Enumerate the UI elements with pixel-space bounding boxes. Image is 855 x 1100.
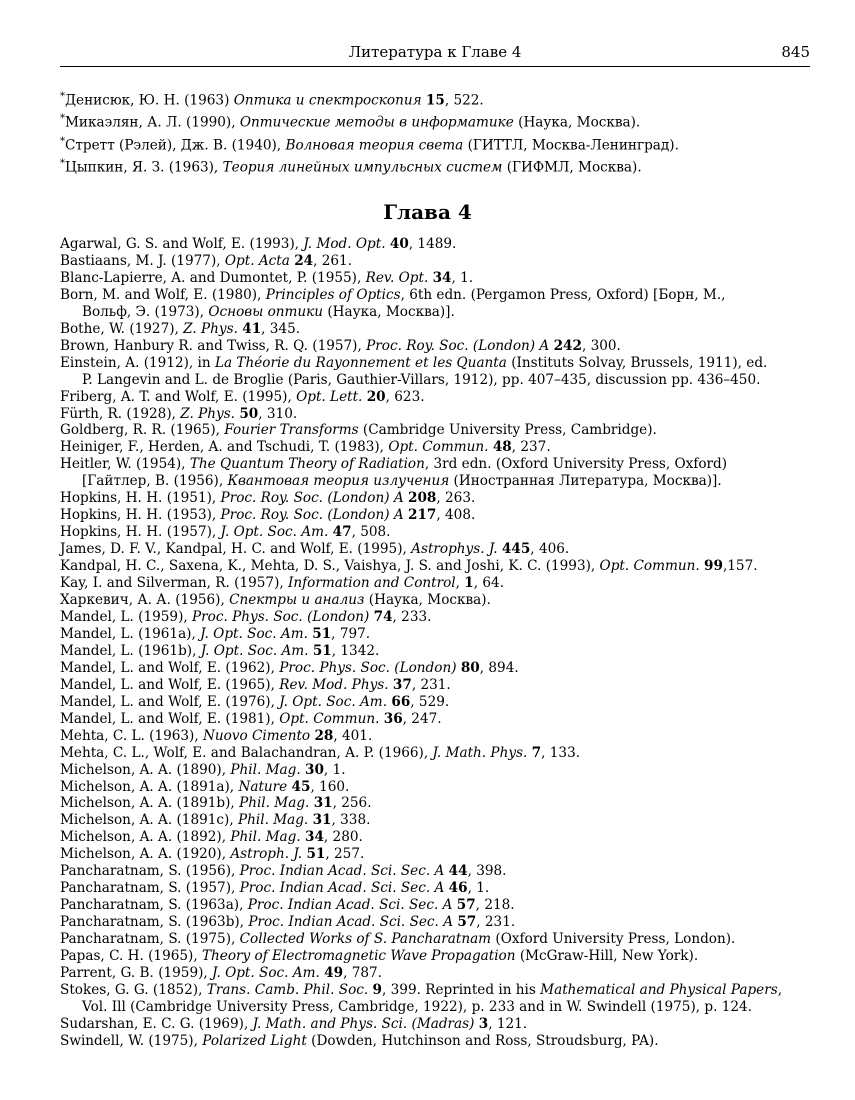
reference-tail-italic: Mathematical and Physical Papers — [540, 981, 778, 998]
reference-journal: Оптика и спектроскопия — [233, 92, 422, 109]
reference-tail: (Наука, Москва). — [513, 114, 641, 131]
reference-entry — [60, 270, 820, 287]
reference-entry — [60, 931, 820, 948]
reference-volume: 217 — [408, 507, 437, 524]
reference-author: Michelson, A. A. (1891b), — [60, 795, 240, 812]
reference-author: Michelson, A. A. (1890), — [60, 761, 231, 778]
reference-journal: J. Opt. Soc. Am. — [212, 964, 320, 981]
reference-tail: , 231. — [411, 676, 451, 693]
reference-volume: 99 — [704, 558, 723, 575]
reference-journal: J. Mod. Opt. — [303, 236, 386, 252]
reference-continuation: P. Langevin and L. de Broglie (Paris, Gauthier-Villars, 1912), pp. 407–435, discussion pp. 436–450. — [82, 371, 761, 388]
reference-journal: J. Math. and Phys. Sci. (Madras) — [252, 1015, 475, 1032]
reference-journal: Proc. Indian Acad. Sci. Sec. A — [239, 880, 445, 897]
reference-tail: , 787. — [343, 964, 382, 981]
reference-author: Mehta, C. L., Wolf, E. and Balachandran, A. P. (1966), — [60, 744, 433, 761]
reference-entry — [60, 1033, 820, 1050]
reference-journal: Opt. Lett. — [296, 388, 363, 405]
reference-journal: Opt. Commun. — [599, 558, 700, 575]
reference-tail: , 399. Reprinted in his — [382, 981, 541, 998]
reference-tail: , 1. — [323, 761, 346, 778]
reference-tail: , 310. — [258, 405, 298, 422]
reference-author: Papas, C. H. (1965), — [60, 948, 202, 965]
reference-author: Born, M. and Wolf, E. (1980), — [60, 286, 266, 303]
reference-volume: 51 — [312, 625, 332, 642]
reference-entry — [60, 558, 820, 575]
reference-tail: , 401. — [333, 727, 373, 744]
reference-entry — [60, 253, 820, 270]
reference-tail: , 522. — [444, 92, 484, 109]
reference-entry — [60, 133, 820, 155]
reference-volume: 30 — [304, 761, 324, 778]
reference-entry — [60, 439, 820, 456]
reference-author: Sudarshan, E. C. G. (1969), — [60, 1015, 253, 1032]
reference-tail: (McGraw-Hill, New York). — [515, 948, 699, 965]
reference-volume: 15 — [425, 92, 445, 109]
reference-journal: Opt. Commun. — [279, 710, 380, 727]
reference-tail: (Cambridge University Press, Cambridge). — [358, 422, 657, 439]
reference-journal: Collected Works of S. Pancharatnam — [239, 931, 492, 948]
reference-author: Blanc-Lapierre, A. and Dumontet, P. (1955), — [60, 269, 366, 286]
reference-journal: Proc. Roy. Soc. (London) A — [220, 490, 404, 507]
reference-tail: , 233. — [392, 608, 432, 625]
running-header — [60, 36, 810, 67]
reference-author: Bothe, W. (1927), — [60, 320, 184, 337]
reference-author: Hopkins, H. H. (1953), — [60, 507, 221, 524]
reference-entry — [60, 592, 820, 609]
reference-volume: 242 — [553, 337, 582, 354]
reference-author: Pancharatnam, S. (1957), — [60, 880, 240, 897]
reference-author: Mandel, L. and Wolf, E. (1965), — [60, 676, 280, 693]
reference-tail: (Instituts Solvay, Brussels, 1911), ed. — [506, 354, 768, 371]
reference-author: Mandel, L. and Wolf, E. (1962), — [60, 659, 280, 676]
reference-tail: (ГИТТЛ, Москва-Ленинград). — [463, 137, 679, 154]
reference-tail: , 1342. — [331, 642, 380, 659]
reference-author: Pancharatnam, S. (1963b), — [60, 914, 249, 931]
reference-tail: (ГИФМЛ, Москва). — [502, 159, 642, 176]
references-list — [60, 236, 820, 1050]
reference-tail: , 529. — [410, 693, 450, 710]
reference-author: Mandel, L. (1959), — [60, 608, 193, 625]
reference-continuation-journal: Основы оптики — [208, 303, 324, 320]
reference-entry — [60, 914, 820, 931]
reference-volume: 34 — [304, 829, 324, 846]
reference-volume: 31 — [312, 812, 332, 829]
reference-volume: 47 — [332, 524, 352, 541]
reference-volume: 36 — [383, 710, 403, 727]
reference-volume: 208 — [408, 490, 437, 507]
reference-tail: , 398. — [467, 863, 507, 880]
reference-journal: J. Opt. Soc. Am. — [200, 625, 308, 642]
reference-tail: , 894. — [479, 659, 519, 676]
reference-volume: 51 — [306, 846, 326, 863]
reference-journal: Information and Control — [288, 575, 456, 592]
reference-tail: , 345. — [261, 320, 301, 337]
reference-journal: La Théorie du Rayonnement et les Quanta — [214, 354, 507, 371]
reference-journal: Phil. Mag. — [230, 829, 301, 846]
reference-tail: , 261. — [313, 252, 353, 269]
reference-tail: , 408. — [436, 507, 476, 524]
reference-author: Hopkins, H. H. (1957), — [60, 524, 221, 541]
reference-journal: Proc. Roy. Soc. (London) A — [220, 507, 404, 524]
reference-entry — [60, 643, 820, 660]
reference-author: Mandel, L. (1961a), — [60, 625, 201, 642]
reference-journal: Теория линейных импульсных систем — [222, 159, 503, 176]
reference-author: Mehta, C. L. (1963), — [60, 727, 203, 744]
reference-tail: , 247. — [402, 710, 442, 727]
reference-continuation-journal: Квантовая теория излучения — [227, 473, 450, 490]
reference-volume: 80 — [460, 659, 480, 676]
reference-entry — [60, 389, 820, 406]
reference-author: Swindell, W. (1975), — [60, 1032, 203, 1049]
reference-mark: * — [60, 157, 65, 169]
reference-entry — [60, 982, 820, 1016]
reference-author: Стретт (Рэлей), Дж. В. (1940), — [65, 137, 286, 154]
reference-journal: Спектры и анализ — [229, 592, 365, 609]
reference-tail: (Oxford University Press, London). — [491, 931, 736, 948]
reference-tail: , 237. — [511, 439, 551, 456]
reference-entry — [60, 660, 820, 677]
reference-journal: Astrophys. J. — [411, 541, 498, 558]
reference-journal: J. Math. Phys. — [432, 744, 528, 761]
reference-volume: 46 — [448, 880, 468, 897]
reference-journal: Theory of Electromagnetic Wave Propagation — [201, 948, 516, 965]
reference-volume: 20 — [366, 388, 386, 405]
reference-journal: Proc. Indian Acad. Sci. Sec. A — [239, 863, 445, 880]
reference-continuation-tail: (Наука, Москва)]. — [323, 303, 455, 320]
reference-volume: 28 — [314, 727, 334, 744]
reference-tail: , 300. — [581, 337, 621, 354]
reference-entry — [60, 728, 820, 745]
reference-journal: Trans. Camb. Phil. Soc. — [206, 981, 369, 998]
reference-author: Stokes, G. G. (1852), — [60, 981, 207, 998]
reference-journal: The Quantum Theory of Radiation — [189, 456, 425, 473]
reference-continuation: Vol. Ill (Cambridge University Press, Cambridge, 1922), p. 233 and in W. Swindell (1975), p. 124. — [82, 998, 752, 1015]
reference-author: Einstein, A. (1912), in — [60, 354, 215, 371]
reference-journal: J. Opt. Soc. Am. — [220, 524, 329, 541]
reference-author: Heitler, W. (1954), — [60, 456, 190, 473]
reference-volume: 7 — [531, 744, 542, 761]
reference-author: Michelson, A. A. (1920), — [60, 846, 231, 863]
reference-volume: 24 — [294, 252, 314, 269]
reference-journal: Phil. Mag. — [230, 761, 301, 778]
reference-author: Agarwal, G. S. and Wolf, E. (1993), — [60, 236, 304, 252]
reference-entry — [60, 338, 820, 355]
reference-entry — [60, 762, 820, 779]
reference-entry — [60, 694, 820, 711]
reference-volume: 44 — [448, 863, 468, 880]
reference-continuation: [Гайтлер, В. (1956), — [82, 473, 228, 490]
reference-journal: Proc. Phys. Soc. (London) — [279, 659, 457, 676]
reference-tail: , 133. — [541, 744, 581, 761]
reference-volume: 1 — [464, 575, 474, 592]
reference-volume: 50 — [239, 405, 259, 422]
reference-author: Mandel, L. (1961b), — [60, 642, 201, 659]
reference-author: Brown, Hanbury R. and Twiss, R. Q. (1957), — [60, 337, 367, 354]
reference-mark: * — [60, 91, 65, 102]
reference-mark: * — [60, 113, 65, 125]
reference-tail: , 256. — [332, 795, 372, 812]
reference-entry — [60, 1016, 820, 1033]
chapter-heading: Глава 4 — [383, 200, 472, 224]
reference-author: Харкевич, А. А. (1956), — [60, 592, 230, 609]
reference-journal: Fourier Transforms — [224, 422, 359, 439]
reference-entry — [60, 880, 820, 897]
reference-entry — [60, 321, 820, 338]
reference-volume: 74 — [373, 608, 393, 625]
reference-volume: 34 — [432, 269, 452, 286]
reference-tail: , 257. — [325, 846, 365, 863]
reference-author: Fürth, R. (1928), — [60, 405, 181, 422]
reference-entry — [60, 829, 820, 846]
reference-volume: 41 — [242, 320, 262, 337]
reference-entry — [60, 490, 820, 507]
reference-entry — [60, 609, 820, 626]
reference-entry — [60, 541, 820, 558]
reference-tail: , 160. — [310, 778, 350, 795]
reference-tail: , 797. — [331, 625, 371, 642]
reference-entry — [60, 795, 820, 812]
reference-volume: 3 — [478, 1015, 489, 1032]
reference-volume: 66 — [391, 693, 411, 710]
reference-entry — [60, 948, 820, 965]
reference-entry — [60, 287, 820, 321]
reference-journal: Rev. Opt. — [365, 269, 429, 286]
reference-journal: Nuovo Cimento — [203, 727, 311, 744]
reference-entry — [60, 897, 820, 914]
reference-journal: Phil. Mag. — [239, 795, 310, 812]
reference-entry — [60, 406, 820, 423]
reference-tail: ,157. — [722, 558, 758, 575]
reference-tail: , 231. — [476, 914, 516, 931]
reference-volume: 57 — [456, 897, 476, 914]
reference-tail: , 338. — [331, 812, 371, 829]
reference-journal: J. Opt. Soc. Am. — [200, 642, 309, 659]
reference-author: Денисюк, Ю. Н. (1963) — [65, 92, 234, 109]
reference-journal: Proc. Indian Acad. Sci. Sec. A — [248, 914, 454, 931]
reference-author: Kandpal, H. C., Saxena, K., Mehta, D. S., Vaishya, J. S. and Joshi, K. C. (1993), — [60, 558, 600, 575]
reference-entry — [60, 88, 820, 110]
reference-journal: Opt. Acta — [224, 252, 290, 269]
reference-author: Friberg, A. T. and Wolf, E. (1995), — [60, 388, 297, 405]
reference-entry — [60, 456, 820, 490]
reference-author: Микаэлян, А. Л. (1990), — [65, 114, 240, 131]
reference-tail: , 280. — [323, 829, 363, 846]
reference-author: Kay, I. and Silverman, R. (1957), — [60, 575, 289, 592]
reference-author: Michelson, A. A. (1891c), — [60, 812, 238, 829]
reference-tail: (Dowden, Hutchinson and Ross, Stroudsburg, PA). — [306, 1032, 659, 1049]
reference-tail: , 623. — [385, 388, 425, 405]
reference-volume: 48 — [492, 439, 512, 456]
reference-journal: Opt. Commun. — [388, 439, 489, 456]
reference-entry — [60, 965, 820, 982]
russian-references-list — [60, 88, 820, 177]
reference-entry — [60, 863, 820, 880]
reference-journal: Волновая теория света — [285, 137, 464, 154]
reference-journal: Rev. Mod. Phys. — [279, 676, 389, 693]
reference-author: Цыпкин, Я. З. (1963), — [65, 159, 223, 176]
reference-author: James, D. F. V., Kandpal, H. C. and Wolf, E. (1995), — [60, 541, 412, 558]
reference-entry: Kay, I. and Silverman, R. (1957), Information and Control, 1, 64. — [60, 575, 505, 592]
reference-entry — [60, 812, 820, 829]
reference-journal: Polarized Light — [202, 1032, 307, 1049]
reference-tail: , 1. — [451, 269, 474, 286]
reference-author: Michelson, A. A. (1892), — [60, 829, 231, 846]
reference-journal: Оптические методы в информатике — [239, 114, 514, 131]
reference-journal: Z. Phys. — [180, 405, 236, 422]
reference-volume: 31 — [313, 795, 333, 812]
reference-journal: Astroph. J. — [230, 846, 303, 863]
reference-continuation: Вольф, Э. (1973), — [82, 303, 209, 320]
reference-tail: , 218. — [475, 897, 515, 914]
reference-volume: 9 — [372, 981, 382, 998]
reference-entry — [60, 155, 820, 177]
reference-journal: Proc. Phys. Soc. (London) — [192, 608, 370, 625]
reference-tail: , 406. — [530, 541, 570, 558]
reference-author: Hopkins, H. H. (1951), — [60, 490, 221, 507]
reference-tail: , 64. — [473, 575, 505, 592]
reference-entry — [60, 110, 820, 132]
reference-journal: Nature — [238, 778, 288, 795]
reference-entry — [60, 524, 820, 541]
reference-entry — [60, 236, 820, 253]
reference-author: Bastiaans, M. J. (1977), — [60, 252, 225, 269]
reference-tail: , 6th edn. (Pergamon Press, Oxford) [Борн, М., — [400, 286, 726, 303]
reference-author: Pancharatnam, S. (1956), — [60, 863, 240, 880]
reference-entry — [60, 422, 820, 439]
reference-tail: , 121. — [488, 1015, 528, 1032]
reference-author: Parrent, G. B. (1959), — [60, 964, 213, 981]
reference-entry — [60, 626, 820, 643]
reference-tail: , 508. — [351, 524, 391, 541]
reference-author: Pancharatnam, S. (1963a), — [60, 897, 248, 914]
running-header-title: Литература к Главе 4 — [348, 43, 522, 61]
reference-entry — [60, 711, 820, 728]
reference-journal: Proc. Roy. Soc. (London) A — [366, 337, 550, 354]
reference-tail: , 3rd edn. (Oxford University Press, Oxford) — [424, 456, 728, 473]
page-number: 845 — [781, 43, 810, 61]
reference-entry — [60, 355, 820, 389]
reference-continuation-tail: (Иностранная Литература, Москва)]. — [449, 473, 722, 490]
reference-entry — [60, 779, 820, 796]
reference-journal: Proc. Indian Acad. Sci. Sec. A — [247, 897, 453, 914]
reference-volume: 45 — [291, 778, 311, 795]
reference-tail: , 1489. — [408, 236, 457, 252]
reference-author: Heiniger, F., Herden, A. and Tschudi, T. (1983), — [60, 439, 389, 456]
reference-mark: * — [60, 135, 65, 147]
reference-tail: , 1. — [467, 880, 490, 897]
reference-journal: J. Opt. Soc. Am. — [279, 693, 388, 710]
reference-journal: Phil. Mag. — [237, 812, 309, 829]
reference-tail: (Наука, Москва). — [364, 592, 491, 609]
reference-entry — [60, 745, 820, 762]
reference-author: Michelson, A. A. (1891a), — [60, 778, 239, 795]
reference-volume: 40 — [389, 236, 409, 252]
reference-author: Goldberg, R. R. (1965), — [60, 422, 225, 439]
reference-entry — [60, 846, 820, 863]
reference-volume: 57 — [457, 914, 477, 931]
reference-tail-2: , — [777, 981, 783, 998]
reference-volume: 445 — [501, 541, 531, 558]
reference-author: Pancharatnam, S. (1975), — [60, 931, 240, 948]
reference-entry — [60, 507, 820, 524]
reference-journal: Z. Phys. — [183, 320, 238, 337]
reference-author: Mandel, L. and Wolf, E. (1981), — [60, 710, 280, 727]
reference-journal: Principles of Optics — [265, 286, 401, 303]
reference-entry — [60, 677, 820, 694]
reference-tail: , 263. — [436, 490, 476, 507]
reference-author: Mandel, L. and Wolf, E. (1976), — [60, 693, 280, 710]
reference-volume: 49 — [324, 964, 344, 981]
reference-volume: 51 — [312, 642, 332, 659]
reference-volume: 37 — [392, 676, 412, 693]
